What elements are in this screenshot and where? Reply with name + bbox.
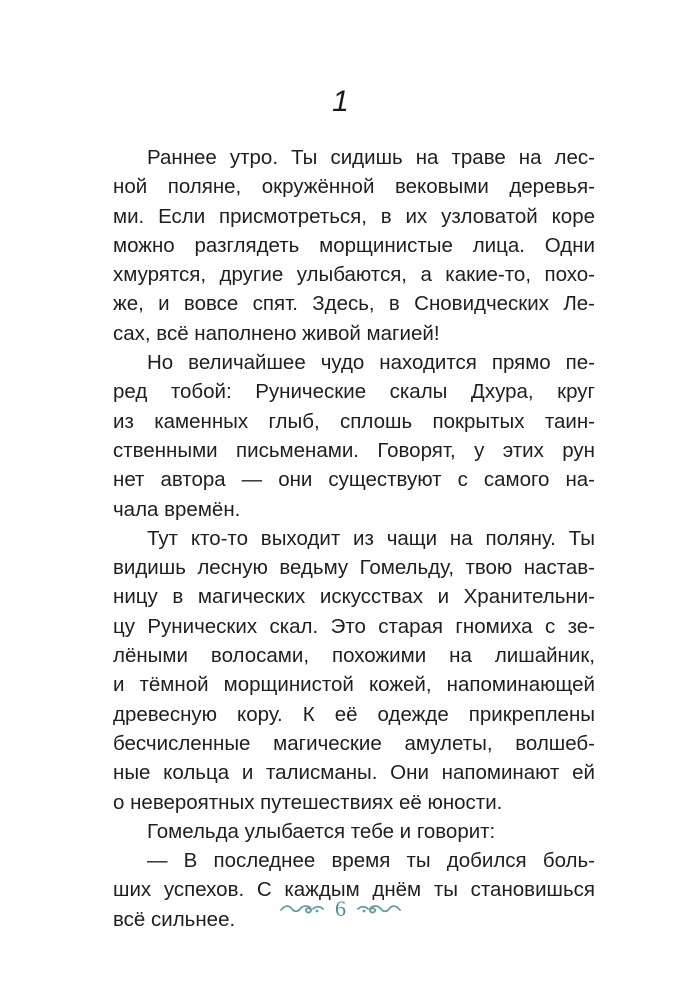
text-line: о невероятных путешествиях её юности. bbox=[113, 790, 503, 814]
text-line: хмурятся, другие улыбаются, а какие-то, похо- bbox=[113, 263, 595, 287]
text-line: всё сильнее. bbox=[113, 907, 236, 931]
text-line: нет автора — они существуют с самого на- bbox=[113, 468, 595, 492]
page-number: 6 bbox=[335, 896, 346, 921]
text-line: ные кольца и талисманы. Они напоминают ей bbox=[113, 761, 595, 785]
text-line: лёными волосами, похожими на лишайник, bbox=[113, 644, 595, 668]
text-line: ших успехов. С каждым днём ты становишься bbox=[113, 878, 595, 902]
text-line: Раннее утро. Ты сидишь на траве на лес- bbox=[147, 146, 595, 169]
text-line: и тёмной морщинистой кожей, напоминающей bbox=[113, 673, 595, 697]
text-line: ной поляне, окружённой вековыми деревья- bbox=[113, 175, 595, 199]
text-line: ницу в магических искусствах и Хранительни- bbox=[113, 585, 595, 609]
text-line: из каменных глыб, сплошь покрытых таин- bbox=[113, 409, 595, 433]
text-line: ред тобой: Рунические скалы Дхура, круг bbox=[113, 380, 595, 404]
text-line: Но величайшее чудо находится прямо пе- bbox=[147, 351, 595, 375]
text-line: же, и вовсе спят. Здесь, в Сновидческих Ле- bbox=[113, 292, 595, 316]
text-block bbox=[113, 143, 595, 934]
text-line: древесную кору. К её одежде прикреплены bbox=[113, 702, 595, 726]
text-line: бесчисленные магические амулеты, волшеб- bbox=[113, 731, 595, 755]
chapter-number: 1 bbox=[332, 85, 349, 118]
text-line: можно разглядеть морщинистые лица. Одни bbox=[113, 233, 595, 257]
text-line: ственными письменами. Говорят, у этих рун bbox=[113, 438, 595, 462]
text-line: сах, всё наполнено живой магией! bbox=[113, 321, 440, 345]
text-line: Гомельда улыбается тебе и говорит: bbox=[147, 819, 496, 843]
text-line: видишь лесную ведьму Гомельду, твою настав- bbox=[113, 556, 595, 580]
text-line: ми. Если присмотреться, в их узловатой коре bbox=[113, 204, 595, 228]
ornament-right-icon bbox=[356, 901, 402, 917]
ornament-left-icon bbox=[279, 901, 325, 917]
text-line: цу Рунических скал. Это старая гномиха с зе- bbox=[113, 614, 595, 638]
text-line: — В последнее время ты добился боль- bbox=[147, 849, 595, 873]
page-footer bbox=[0, 894, 681, 924]
text-line: чала времён. bbox=[113, 497, 241, 521]
text-line: Тут кто-то выходит из чащи на поляну. Ты bbox=[147, 526, 595, 550]
